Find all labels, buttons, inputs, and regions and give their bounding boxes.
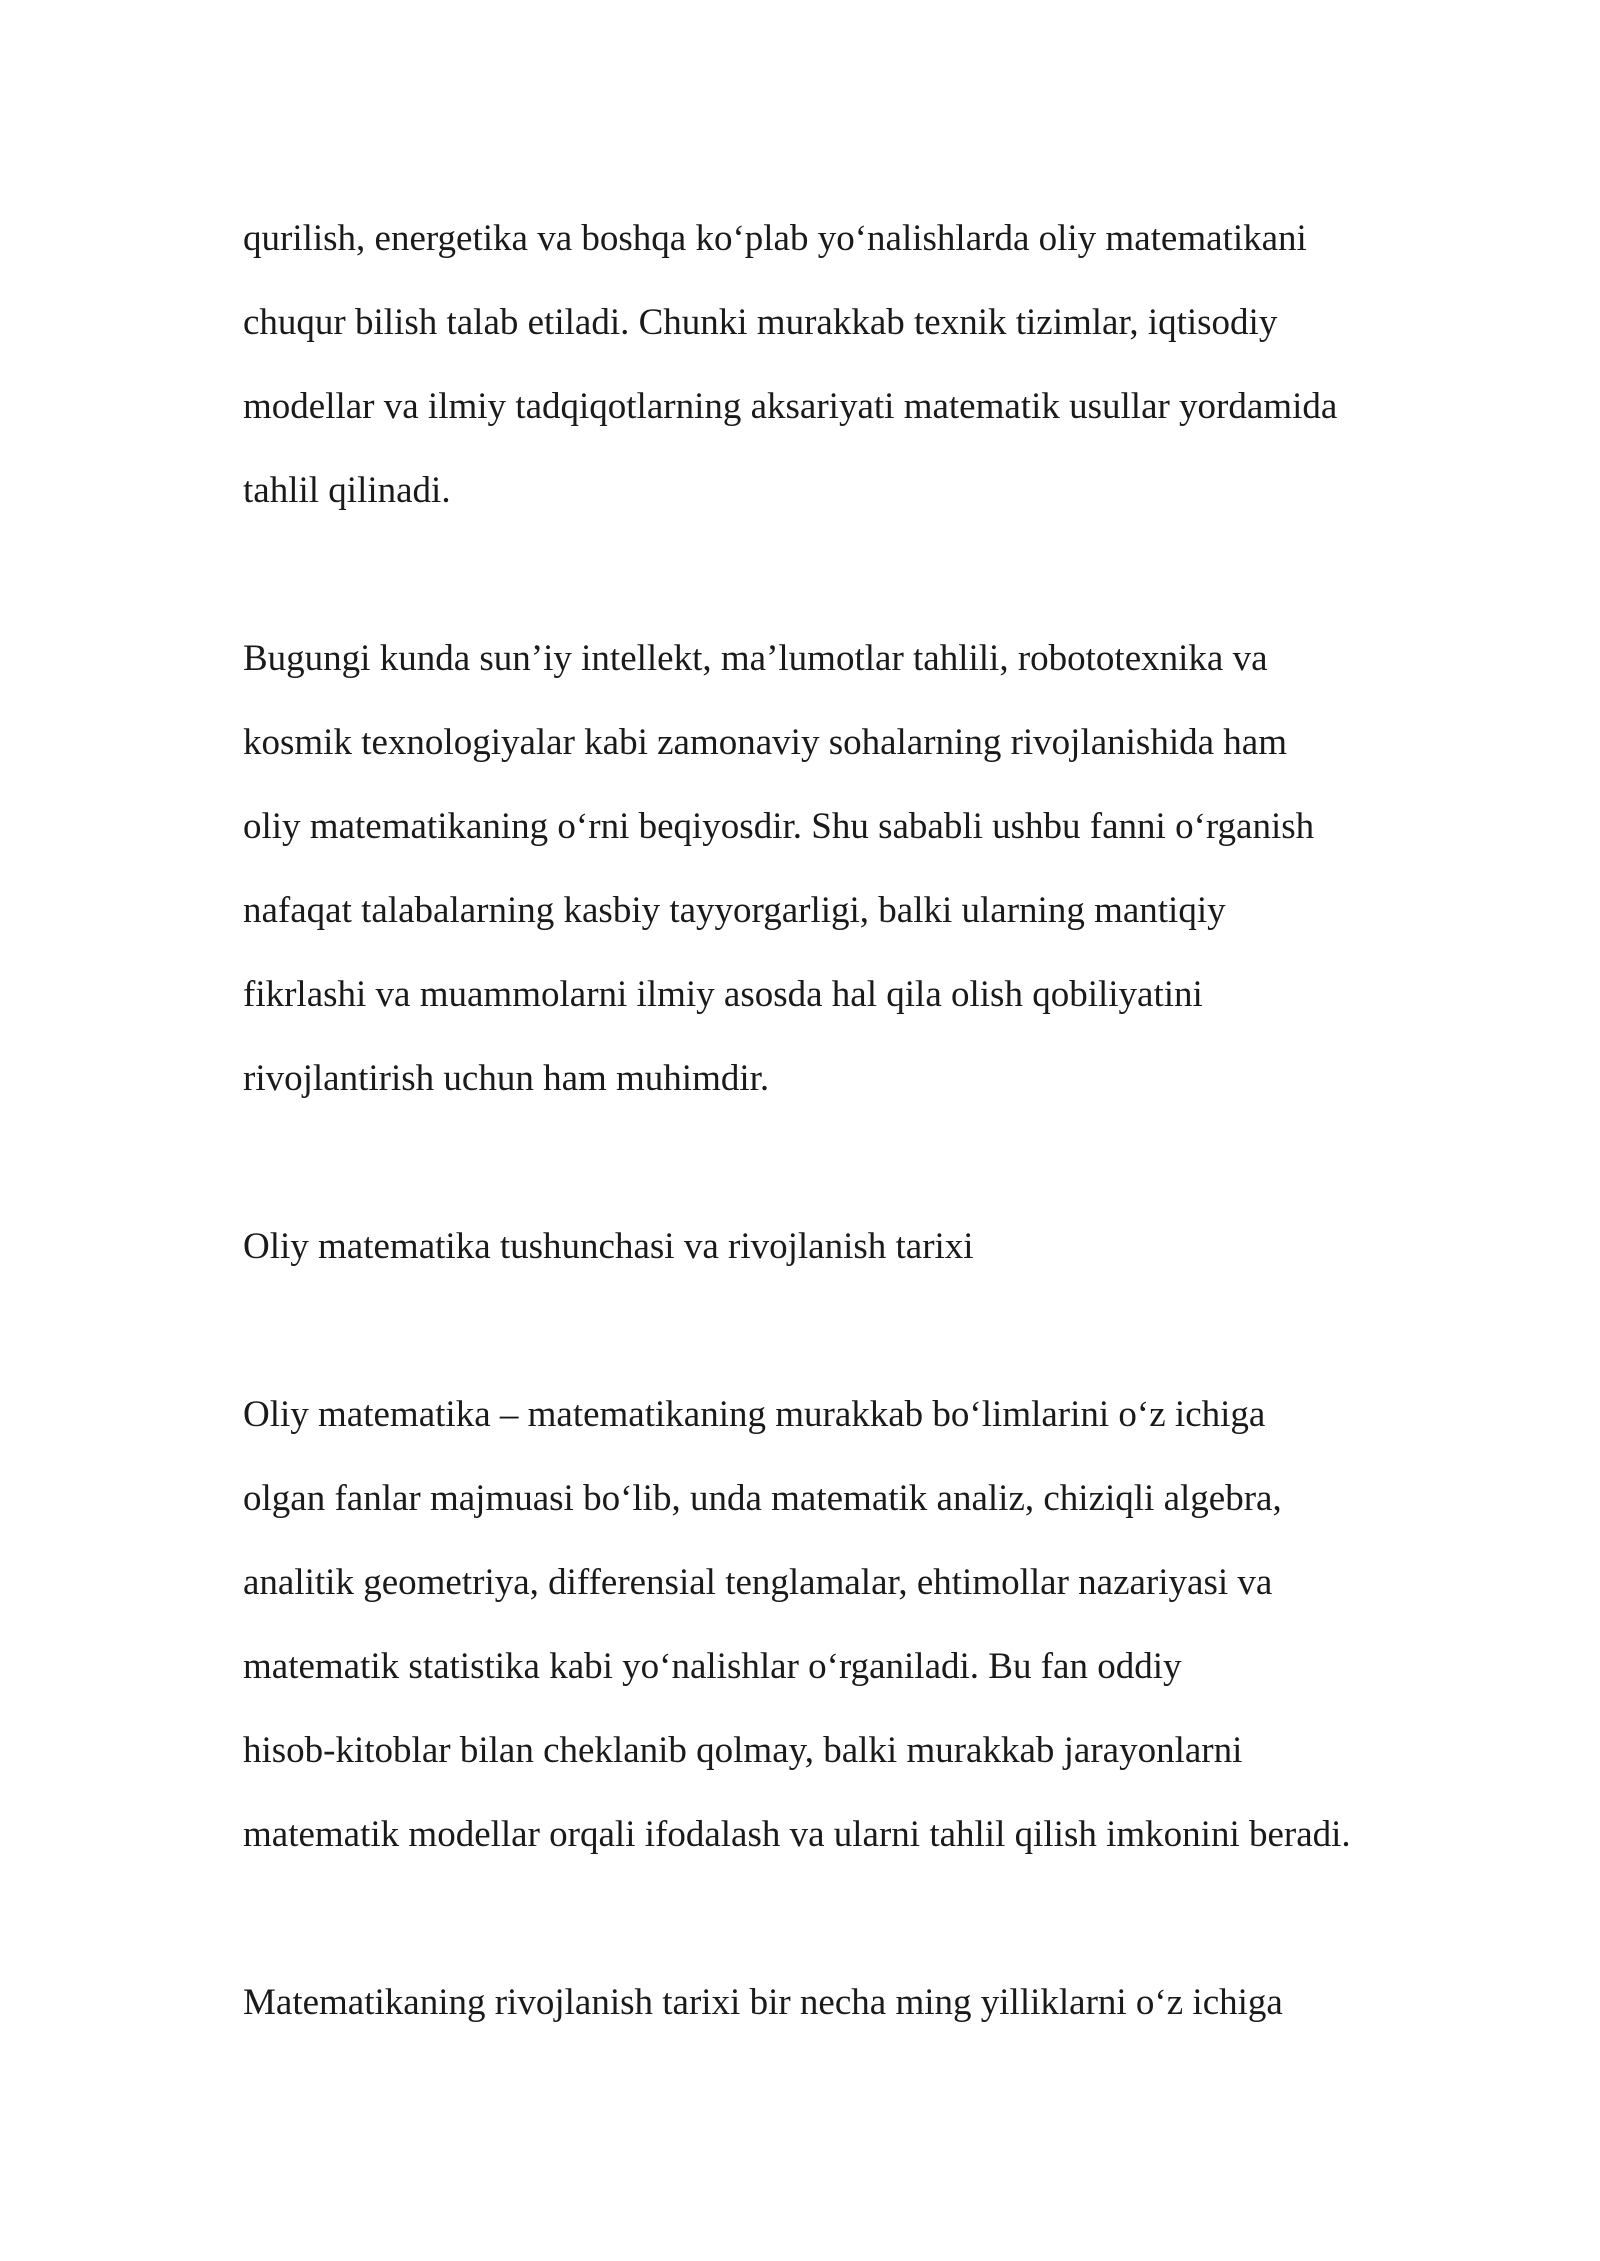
paragraph-line: modellar va ilmiy tadqiqotlarning aksariyati matematik usullar yordamida: [243, 386, 1338, 427]
paragraph-line: Oliy matematika – matematikaning murakkab bo‘limlarini o‘z ichiga: [243, 1394, 1266, 1435]
paragraph-line: nafaqat talabalarning kasbiy tayyorgarligi, balki ularning mantiqiy: [243, 890, 1226, 931]
paragraph-line: hisob-kitoblar bilan cheklanib qolmay, balki murakkab jarayonlarni: [243, 1730, 1243, 1771]
paragraph-line: kosmik texnologiyalar kabi zamonaviy sohalarning rivojlanishida ham: [243, 722, 1287, 763]
paragraph-line: matematik statistika kabi yo‘nalishlar o‘rganiladi. Bu fan oddiy: [243, 1646, 1182, 1687]
paragraph-line: analitik geometriya, differensial tenglamalar, ehtimollar nazariyasi va: [243, 1562, 1273, 1603]
paragraph-line: tahlil qilinadi.: [243, 470, 451, 511]
paragraph-line: matematik modellar orqali ifodalash va ularni tahlil qilish imkonini beradi.: [243, 1814, 1351, 1855]
paragraph-line: oliy matematikaning o‘rni beqiyosdir. Shu sababli ushbu fanni o‘rganish: [243, 806, 1315, 847]
paragraph-line: rivojlantirish uchun ham muhimdir.: [243, 1058, 770, 1099]
paragraph-line: Matematikaning rivojlanish tarixi bir necha ming yilliklarni o‘z ichiga: [243, 1982, 1283, 2023]
paragraph-line: Bugungi kunda sun’iy intellekt, ma’lumotlar tahlili, robototexnika va: [243, 638, 1268, 679]
paragraph-line: olgan fanlar majmuasi bo‘lib, unda matematik analiz, chiziqli algebra,: [243, 1478, 1282, 1519]
paragraph-line: fikrlashi va muammolarni ilmiy asosda hal qila olish qobiliyatini: [243, 974, 1203, 1015]
section-heading: Oliy matematika tushunchasi va rivojlanish tarixi: [243, 1226, 974, 1267]
paragraph-line: qurilish, energetika va boshqa ko‘plab yo‘nalishlarda oliy matematikani: [243, 218, 1307, 259]
paragraph-line: chuqur bilish talab etiladi. Chunki murakkab texnik tizimlar, iqtisodiy: [243, 302, 1278, 343]
